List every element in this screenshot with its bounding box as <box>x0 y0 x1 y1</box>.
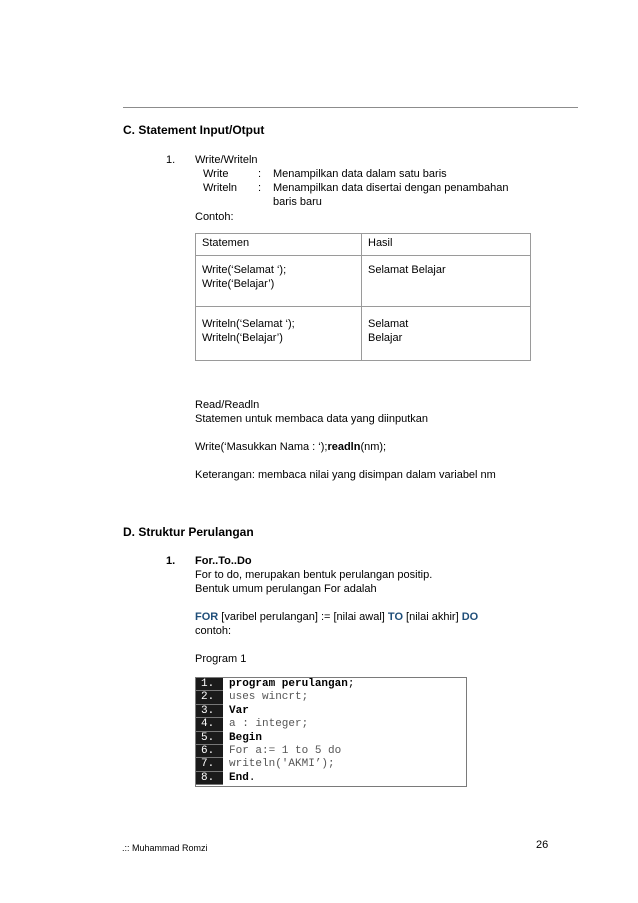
def-term: Writeln <box>203 182 238 194</box>
line-number: 2. <box>196 691 223 704</box>
code-token: . <box>248 771 256 784</box>
page-number: 26 <box>536 839 549 851</box>
for-syntax <box>195 610 478 624</box>
def-desc: Menampilkan data disertai dengan penambahan <box>273 182 509 194</box>
code-line <box>196 745 466 758</box>
line-number: 3. <box>196 705 223 718</box>
item-title: For..To..Do <box>195 555 252 567</box>
item-title: Write/Writeln <box>195 154 258 166</box>
section-d-heading: D. Struktur Perulangan <box>123 525 254 539</box>
table-header-row <box>196 234 531 256</box>
code-line <box>196 705 466 718</box>
table-cell-statement <box>196 307 362 361</box>
cell-line: Writeln(‘Belajar’) <box>202 332 283 344</box>
keyword-for: FOR <box>195 611 219 623</box>
keyword-to: TO <box>387 611 403 623</box>
cell-line: Selamat Belajar <box>368 264 446 276</box>
example-keyword: readln <box>327 441 361 453</box>
code-listing <box>195 677 467 787</box>
code-line <box>196 772 466 785</box>
program-label: Program 1 <box>195 653 247 665</box>
table-row <box>196 307 531 361</box>
cell-line: Selamat <box>368 318 409 330</box>
contoh-label: Contoh: <box>195 211 234 223</box>
code-line <box>196 678 466 691</box>
def-term: Write <box>203 168 229 180</box>
syntax-text: [varibel perulangan] := [nilai awal] <box>218 611 388 623</box>
code-token: ; <box>347 678 355 690</box>
footer-author: .:: Muhammad Romzi <box>122 843 208 853</box>
example-text: Write(‘Masukkan Nama : ‘); <box>195 441 328 453</box>
header-rule <box>123 107 578 108</box>
table-header-cell: Hasil <box>362 234 531 256</box>
line-number: 7. <box>196 758 223 771</box>
read-description: Statemen untuk membaca data yang diinputkan <box>195 413 428 425</box>
code-text: a : integer; <box>229 718 309 731</box>
table-cell-result <box>362 256 531 307</box>
syntax-text: [nilai akhir] <box>403 611 462 623</box>
for-general-form: Bentuk umum perulangan For adalah <box>195 583 377 595</box>
code-text <box>223 772 255 785</box>
code-token: program perulangan <box>229 678 348 690</box>
code-text <box>223 678 354 691</box>
code-text: Var <box>229 704 249 717</box>
contoh-label: contoh: <box>195 625 232 637</box>
cell-line: Write(‘Selamat ‘); <box>202 264 287 276</box>
code-text: Begin <box>229 731 263 744</box>
keyword-do: DO <box>461 611 479 623</box>
read-title: Read/Readln <box>195 399 260 411</box>
def-desc: Menampilkan data dalam satu baris <box>273 168 447 180</box>
read-example <box>195 440 386 454</box>
example-table <box>195 233 531 361</box>
cell-line: Writeln(‘Selamat ‘); <box>202 318 295 330</box>
def-desc-continued: baris baru <box>273 196 322 208</box>
item-number: 1. <box>166 555 176 567</box>
table-header-cell: Statemen <box>196 234 362 256</box>
line-number: 8. <box>196 772 223 785</box>
line-number: 4. <box>196 718 223 731</box>
cell-line: Belajar <box>368 332 403 344</box>
code-text: writeln('AKMI’); <box>229 758 335 771</box>
code-line <box>196 732 466 745</box>
code-text: uses wincrt; <box>229 691 309 704</box>
code-line <box>196 758 466 771</box>
code-text: For a:= 1 to 5 do <box>229 744 342 757</box>
code-token: End <box>229 771 249 784</box>
for-description: For to do, merupakan bentuk perulangan positip. <box>195 569 433 581</box>
table-cell-statement <box>196 256 362 307</box>
line-number: 1. <box>196 678 223 691</box>
line-number: 5. <box>196 732 223 745</box>
def-sep: : <box>258 182 262 194</box>
def-sep: : <box>258 168 262 180</box>
item-number: 1. <box>166 154 176 166</box>
section-c-heading: C. Statement Input/Otput <box>123 123 265 137</box>
code-line <box>196 718 466 731</box>
table-row <box>196 256 531 307</box>
code-line <box>196 691 466 704</box>
line-number: 6. <box>196 745 223 758</box>
cell-line: Write(‘Belajar’) <box>202 278 275 290</box>
example-text: (nm); <box>360 441 387 453</box>
read-keterangan: Keterangan: membaca nilai yang disimpan dalam variabel nm <box>195 469 496 481</box>
table-cell-result <box>362 307 531 361</box>
